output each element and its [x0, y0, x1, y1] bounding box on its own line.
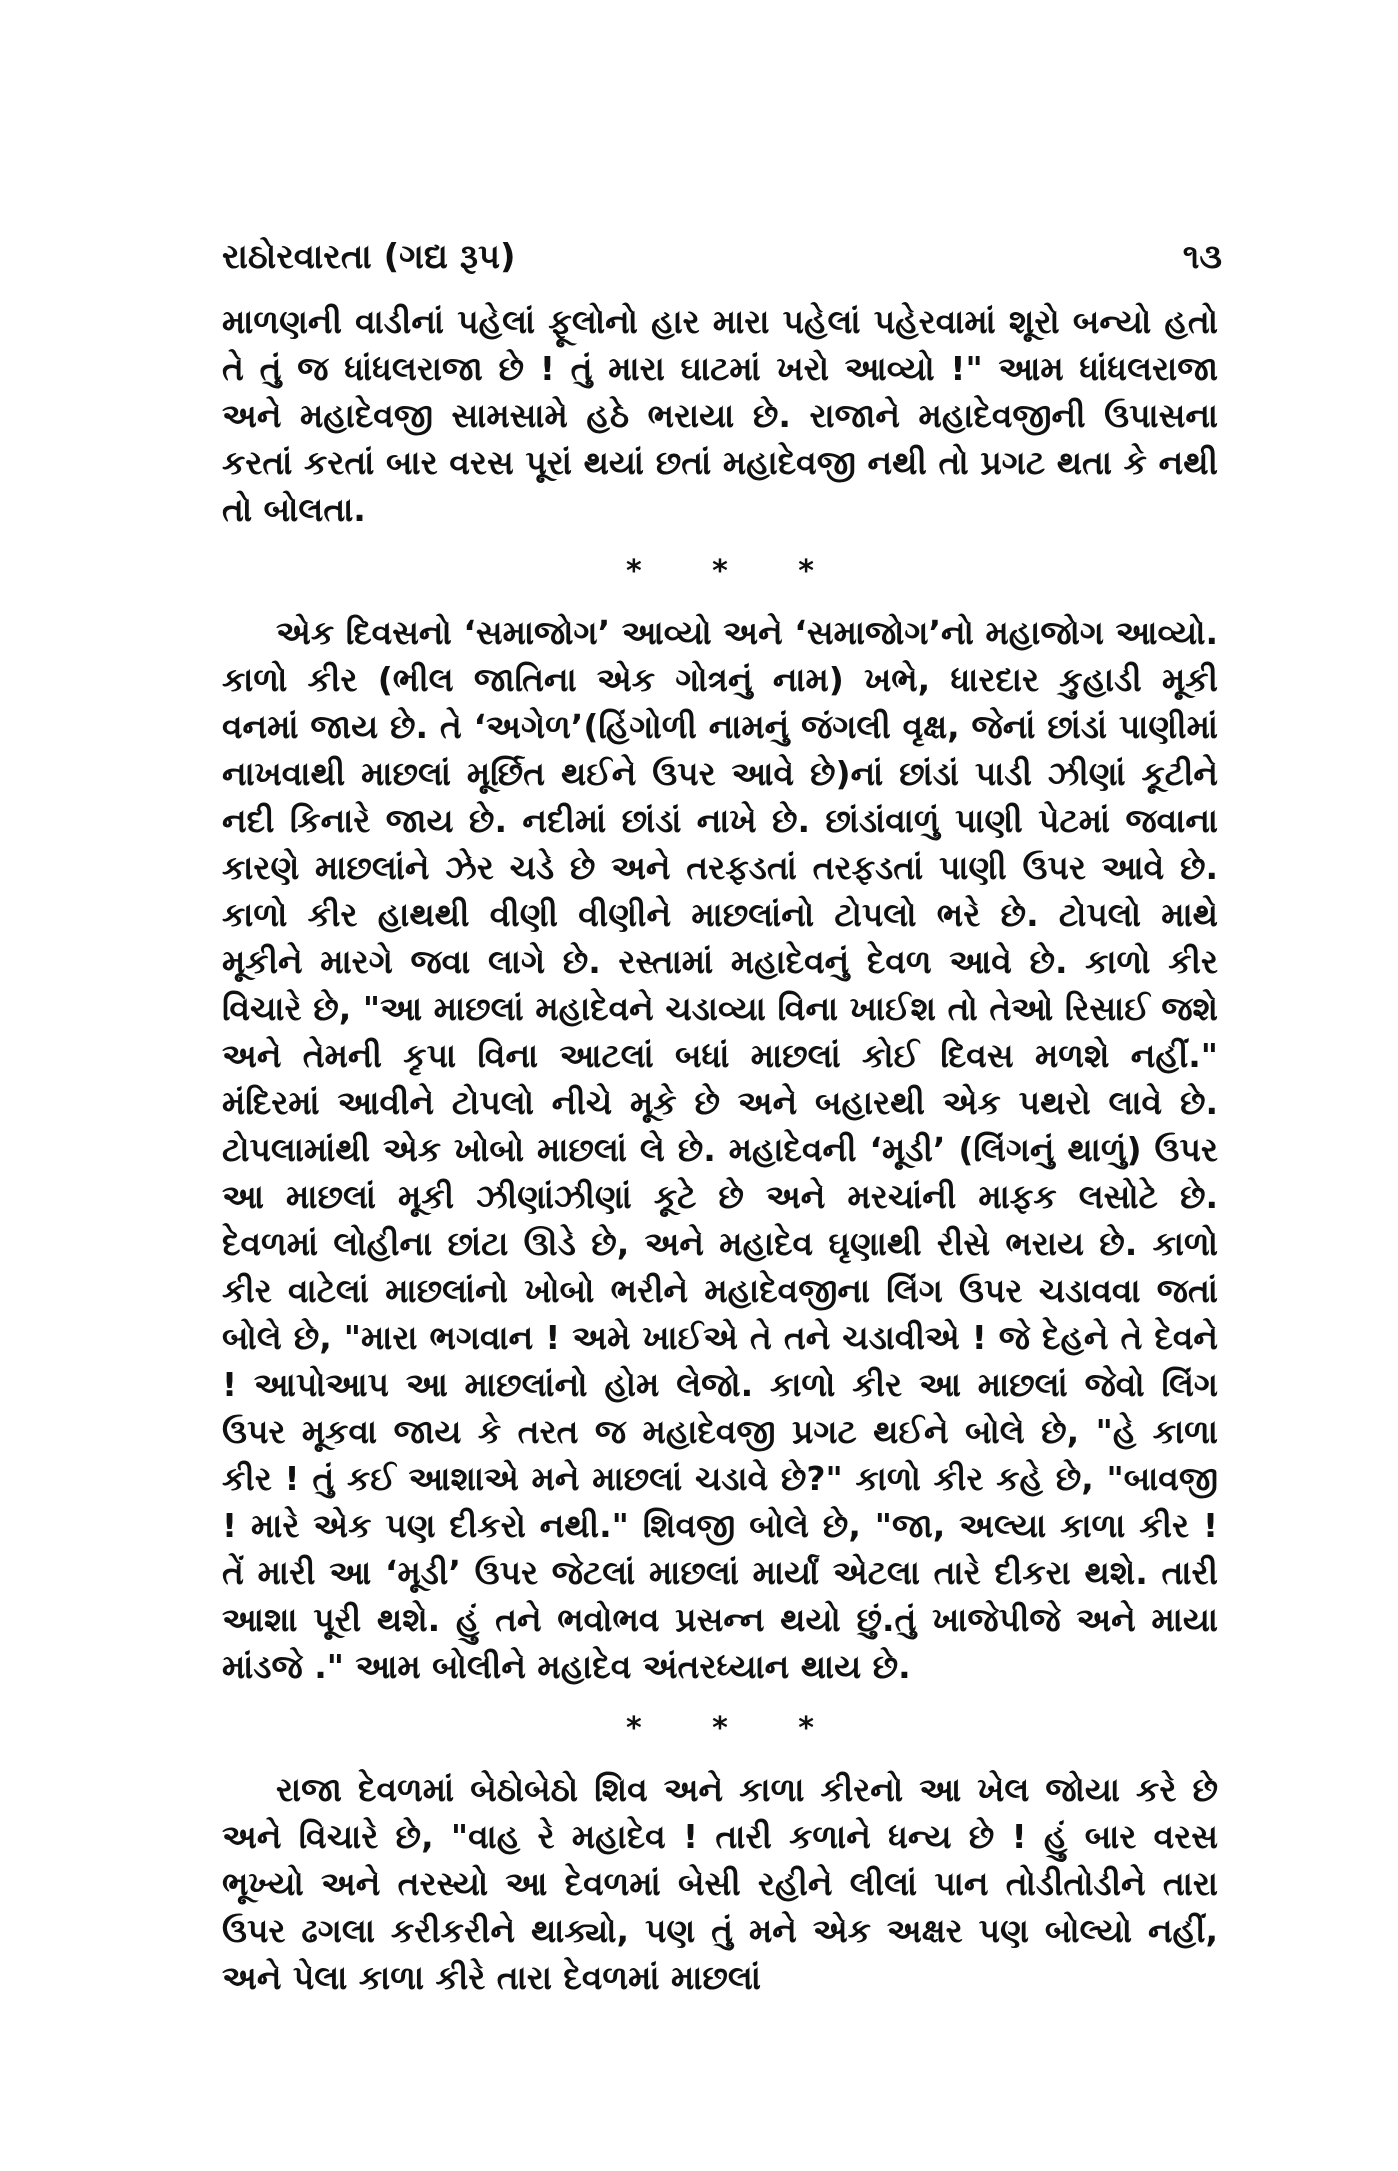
paragraph-3: રાજા દેવળમાં બેઠોબેઠો શિવ અને કાળા કીરનો આ ખેલ જોયા કરે છે અને વિચારે છે, "વાહ રે મહાદેવ ! તારી કળાને ધન્ય છે ! હું બાર વરસ ભૂખ્યો અને તરસ્યો આ દેવળમાં બેસી રહીને લીલાં પાન તોડીતોડીને તારા ઉપર ઢગલા કરીકરીને થાક્યો, પણ તું મને એક અક્ષર પણ બોલ્યો નહીં, અને પેલા કાળા કીરે તારા દેવળમાં માછલાં [222, 1770, 1218, 1997]
page-number: ૧૩ [1182, 237, 1222, 277]
section-separator-2: * * * [626, 1711, 844, 1746]
page-body [222, 298, 1218, 2001]
paragraph-2: એક દિવસનો ‘સમાજોગ’ આવ્યો અને ‘સમાજોગ’નો મહાજોગ આવ્યો. કાળો કીર (ભીલ જાતિના એક ગોત્રનું નામ) ખભે, ધારદાર કુહાડી મૂકી વનમાં જાય છે. તે ‘અગેળ’(હિંગોળી નામનું જંગલી વૃક્ષ, જેનાં છાંડાં પાણીમાં નાખવાથી માછલાં મૂર્છિત થઈને ઉપર આવે છે)નાં છાંડાં પાડી ઝીણાં કૂટીને નદી કિનારે જાય છે. નદીમાં છાંડાં નાખે છે. છાંડાંવાળું પાણી પેટમાં જવાના કારણે માછલાંને ઝેર ચડે છે અને તરફડતાં તરફડતાં પાણી ઉપર આવે છે. કાળો કીર હાથથી વીણી વીણીને માછલાંનો ટોપલો ભરે છે. ટોપલો માથે મૂકીને મારગે જવા લાગે છે. રસ્તામાં મહાદેવનું દેવળ આવે છે. કાળો કીર વિચારે છે, "આ માછલાં મહાદેવને ચડાવ્યા વિના ખાઈશ તો તેઓ રિસાઈ જશે અને તેમની કૃપા વિના આટલાં બધાં માછલાં કોઈ દિવસ મળશે નહીં." મંદિરમાં આવીને ટોપલો નીચે મૂકે છે અને બહારથી એક પથરો લાવે છે. ટોપલામાંથી એક ખોબો માછલાં લે છે. મહાદેવની ‘મૂડી’ (લિંગનું થાળું) ઉપર આ માછલાં મૂકી ઝીણાંઝીણાં કૂટે છે અને મરચાંની માફક લસોટે છે. દેવળમાં લોહીના છાંટા ઊડે છે, અને મહાદેવ ઘૃણાથી રીસે ભરાય છે. કાળો કીર વાટેલાં માછલાંનો ખોબો ભરીને મહાદેવજીના લિંગ ઉપર ચડાવવા જતાં બોલે છે, "મારા ભગવાન ! અમે ખાઈએ તે તને ચડાવીએ ! જે દેહને તે દેવને ! આપોઆપ આ માછલાંનો હોમ લેજો. કાળો કીર આ માછલાં જેવો લિંગ ઉપર મૂકવા જાય કે તરત જ મહાદેવજી પ્રગટ થઈને બોલે છે, "હે કાળા કીર ! તું કઈ આશાએ મને માછલાં ચડાવે છે?" કાળો કીર કહે છે, "બાવજી ! મારે એક પણ દીકરો નથી." શિવજી બોલે છે, "જા, અલ્યા કાળા કીર ! તેં મારી આ ‘મૂડી’ ઉપર જેટલાં માછલાં માર્યાં એટલા તારે દીકરા થશે. તારી આશા પૂરી થશે. હું તને ભવોભવ પ્રસન્ન થયો છું.તું ખાજેપીજે અને માયા માંડજે ." આમ બોલીને મહાદેવ અંતરધ્યાન થાય છે. [222, 613, 1218, 1686]
section-separator-1: * * * [626, 554, 844, 589]
running-header [222, 232, 1222, 282]
paragraph-1: માળણની વાડીનાં પહેલાં ફૂલોનો હાર મારા પહેલાં પહેરવામાં શૂરો બન્યો હતો તે તું જ ધાંધલરાજા છે ! તું મારા ઘાટમાં ખરો આવ્યો !" આમ ધાંધલરાજા અને મહાદેવજી સામસામે હઠે ભરાયા છે. રાજાને મહાદેવજીની ઉપાસના કરતાં કરતાં બાર વરસ પૂરાં થયાં છતાં મહાદેવજી નથી તો પ્રગટ થતા કે નથી તો બોલતા. [222, 302, 1218, 529]
running-title: રાઠોરવારતા (ગદ્ય રૂપ) [222, 237, 516, 277]
